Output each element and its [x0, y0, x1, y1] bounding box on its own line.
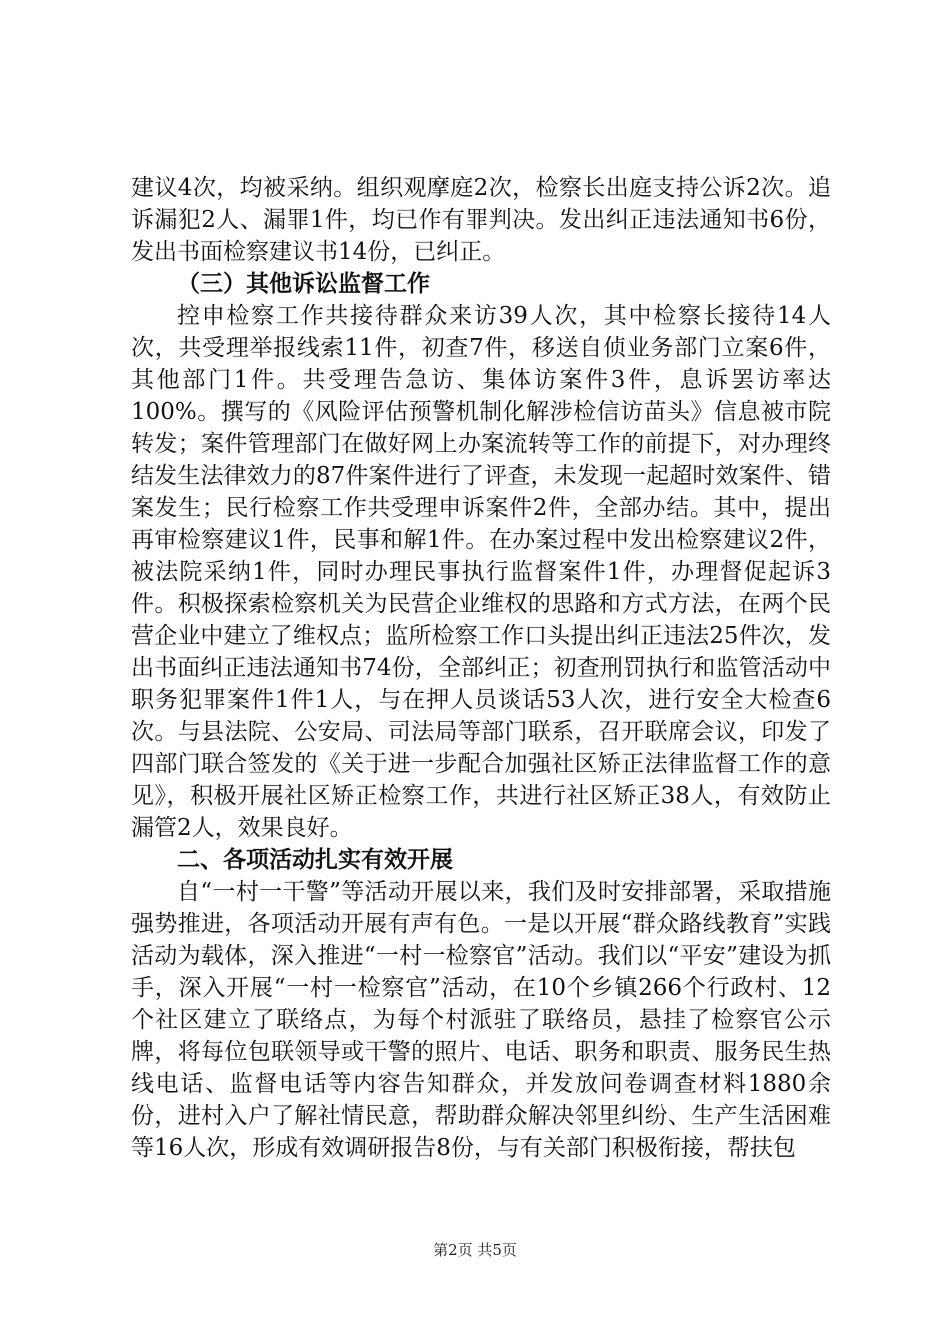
document-body — [131, 172, 831, 1164]
paragraph-activities: 自“一村一干警”等活动开展以来，我们及时安排部署，采取措施强势推进，各项活动开展有声有色。一是以开展“群众路线教育”实践活动为载体，深入推进“一村一检察官”活动。我们以“平安”建设为抓手，深入开展“一村一检察官”活动，在10个乡镇266个行政村、12个社区建立了联络点，为每个村派驻了联络员，悬挂了检察官公示牌，将每位包联领导或干警的照片、电话、职务和职责、服务民生热线电话、监督电话等内容告知群众，并发放问卷调查材料1880余份，进村入户了解社情民意，帮助群众解决邻里纠纷、生产生活困难等16人次，形成有效调研报告8份，与有关部门积极衔接，帮扶包 — [131, 879, 831, 1161]
paragraph-continuation: 建议4次，均被采纳。组织观摩庭2次，检察长出庭支持公诉2次。追诉漏犯2人、漏罪1件，均已作有罪判决。发出纠正违法通知书6份，发出书面检察建议书14份，已纠正。 — [131, 175, 831, 265]
paragraph-complaint-work: 控申检察工作共接待群众来访39人次，其中检察长接待14人次，共受理举报线索11件，初查7件，移送自侦业务部门立案6件，其他部门1件。共受理告急访、集体访案件3件，息诉罢访率达100%。撰写的《风险评估预警机制化解涉检信访苗头》信息被市院转发；案件管理部门在做好网上办案流转等工作的前提下，对办理终结发生法律效力的87件案件进行了评查，未发现一起超时效案件、错案发生；民行检察工作共受理申诉案件2件，全部办结。其中，提出再审检察建议1件，民事和解1件。在办案过程中发出检察建议2件，被法院采纳1件，同时办理民事执行监督案件1件，办理督促起诉3件。积极探索检察机关为民营企业维权的思路和方式方法，在两个民营企业中建立了维权点；监所检察工作口头提出纠正违法25件次，发出书面纠正违法通知书74份，全部纠正；初查刑罚执行和监管活动中职务犯罪案件1件1人，与在押人员谈话53人次，进行安全大检查6次。与县法院、公安局、司法局等部门联系，召开联席会议，印发了四部门联合签发的《关于进一步配合加强社区矫正法律监督工作的意见》，积极开展社区矫正检察工作，共进行社区矫正38人，有效防止漏管2人，效果良好。 — [131, 303, 831, 841]
section-heading-activities: 二、各项活动扎实有效开展 — [177, 847, 453, 873]
section-heading-other-supervision: （三）其他诉讼监督工作 — [177, 271, 430, 297]
page-number-footer: 第2页 共5页 — [433, 1241, 517, 1259]
